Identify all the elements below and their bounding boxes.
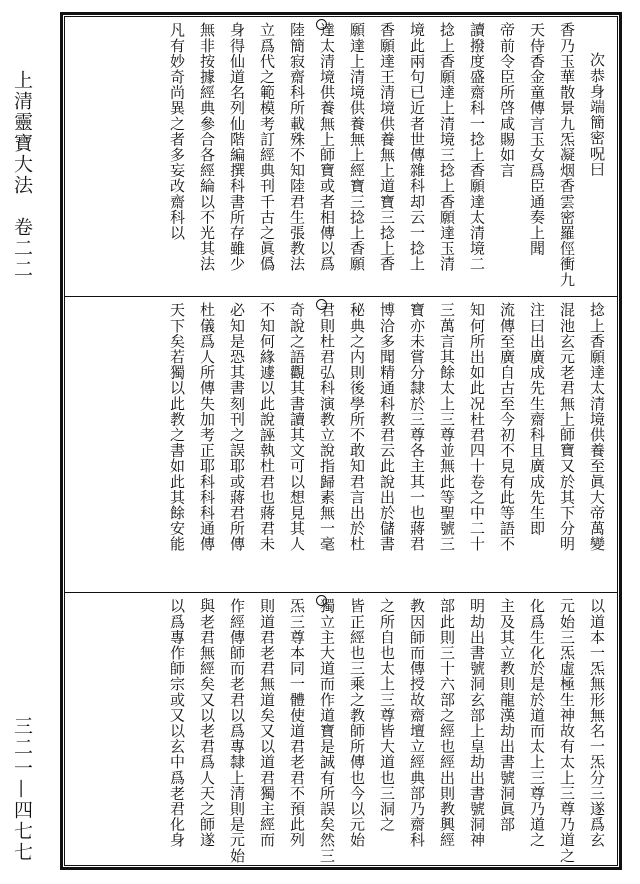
text-column: 陸簡寂齋科所載殊不知陸君生張教法 [288, 22, 306, 272]
text-column: 注曰出廣成先生齋科且廣成先生即 [528, 302, 546, 536]
text-column: 以爲專作師宗或又以玄中爲老君化身 [168, 598, 186, 848]
text-column: 部此則三十六部之經也經出則教興經 [438, 598, 456, 848]
text-column: 讀撥度盛齋科一捻上香願達太清境二 [468, 22, 486, 272]
text-column: 元始三炁虛極生神故有太上三尊乃道之 [558, 598, 576, 864]
text-column: 無非按據經典參合各經綸以不光其法 [198, 22, 216, 272]
text-column: 知何所出如此况杜君四十卷之中二十 [468, 302, 486, 552]
text-column: 化爲生化於是於道而太上三尊乃道之 [528, 598, 546, 848]
margin-book-title: 上清靈寶大法 卷二二 [11, 70, 33, 280]
text-panel-top [66, 22, 616, 292]
text-column: 香願達王清境供養無上道寶三捻上香 [378, 22, 396, 272]
text-column: 炁三尊本同一體使道君老君不預此列 [288, 598, 306, 848]
text-column: 教因師而傳授故齋壇立經典部乃齋科 [408, 598, 426, 848]
text-column: 次恭身端簡密呪曰 [588, 52, 606, 177]
column-group [162, 598, 612, 864]
text-column: 混池玄元老君無上師寶又於其下分明 [558, 302, 576, 552]
column-group [162, 22, 612, 292]
text-column: 天侍香金童傳言玉女爲臣通奏上聞 [528, 22, 546, 256]
text-column: 明劫出書號洞玄部上皇劫出書號洞神 [468, 598, 486, 848]
panel-divider-1 [64, 296, 618, 297]
text-column: 流傳至廣自古至今初不見有此等語不 [498, 302, 516, 552]
text-column: 三萬言其餘太上三尊並無此等聖號三 [438, 302, 456, 552]
margin-page-number: 三二一—四七七 [11, 716, 33, 863]
text-column: 境此兩句已近者世傳雜科却云一捻上 [408, 22, 426, 272]
text-column: 帝前令臣所啓咸賜如言 [498, 22, 516, 178]
text-panel-middle [66, 302, 616, 588]
text-column: 杜儀爲人所傳失加考正耶科科科通傳 [198, 302, 216, 552]
text-column: 身得仙道名列仙階編撰科書所存雖少 [228, 22, 246, 272]
text-column: 獨立主大道而作道寶是誠有所誤矣然三 [318, 598, 336, 864]
text-column: 作經傳師而老君以爲專隸上清則是元始 [228, 598, 246, 864]
text-column: 博洽多聞精通科教君云此說出於儲書 [378, 302, 396, 552]
text-column: 天下矣若獨以此教之書如此其餘安能 [168, 302, 186, 552]
panel-divider-2 [64, 592, 618, 593]
column-group [162, 302, 612, 588]
text-column: 與老君無經矣又以老君爲人天之師遂 [198, 598, 216, 848]
text-column: 皆正經也三乘之教師所傳也今以元始 [348, 598, 366, 848]
text-column: 之所自也太上三尊皆大道也三洞之 [378, 598, 396, 832]
text-column: 願達上清境供養無上經寶三捻上香願 [348, 22, 366, 272]
text-column: 以道本一炁無形無名一炁分三遂爲玄 [588, 598, 606, 848]
text-column: 君則杜君弘科演教立說指歸素無一毫 [318, 302, 336, 552]
text-column: 奇說之語觀其書讀其文可以想見其人 [288, 302, 306, 552]
text-column: 秘典之内則後學所不敢知君言出於杜 [348, 302, 366, 552]
text-column: 則道君老君無道矣又以道君獨主經而 [258, 598, 276, 848]
text-column: 主及其立教則龍漢劫出書號洞眞部 [498, 598, 516, 832]
text-column: 凡有妙奇尚異之者多妄改齋科以 [168, 22, 186, 241]
text-column: 寶亦未嘗分隸於三尊各主其一也蔣君 [408, 302, 426, 552]
text-column: 捻上香願達上清境三捻上香願達玉清 [438, 22, 456, 272]
text-column: 必知是恐其書刻刊之誤耶或蔣君所傳 [228, 302, 246, 552]
text-column: 立爲代之範模考訂經典刊千古之眞僞 [258, 22, 276, 272]
text-column: 達太清境供養無上師寶或者相傳以爲 [318, 22, 336, 272]
text-column: 捻上香願達太清境供養至眞大帝萬變 [588, 302, 606, 552]
text-panel-bottom [66, 598, 616, 864]
text-column: 不知何緣遽以此說誣執杜君也蔣君未 [258, 302, 276, 552]
text-column: 香乃玉華散景九炁凝烟香雲密羅俓衝九 [558, 22, 576, 288]
